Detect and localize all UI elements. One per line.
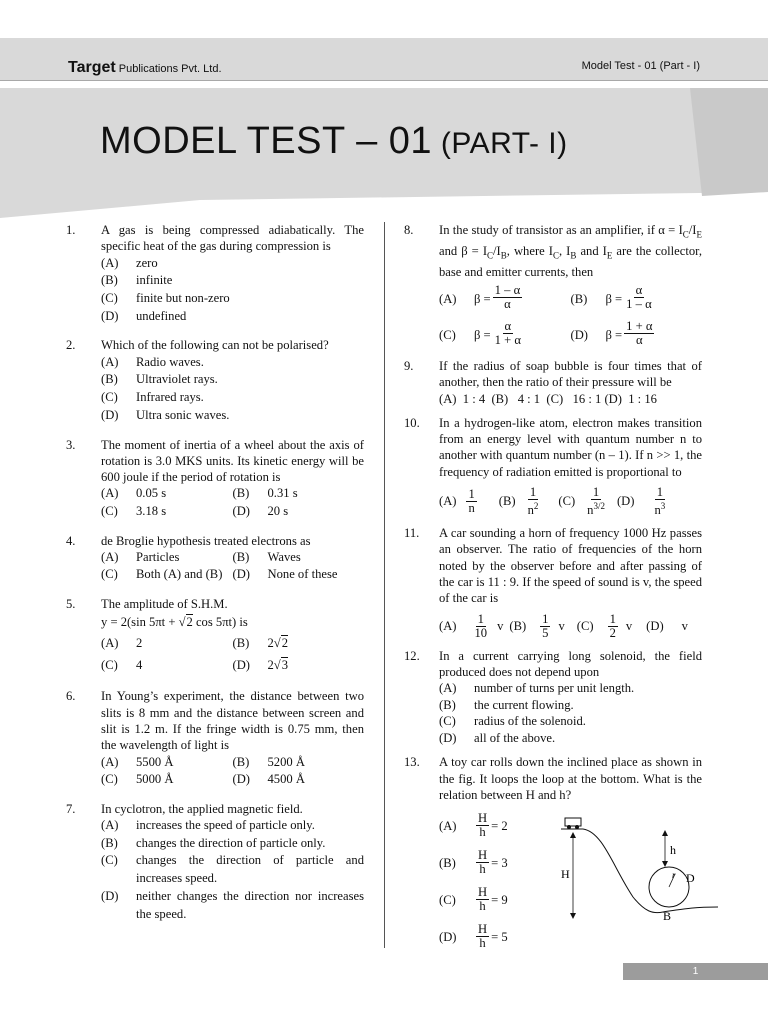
figure-label-r: r	[672, 870, 676, 880]
options-line: (A) $\frac{1}{n}$ (B) $\frac{1}{n^2}$ (C) $\frac{1}{n^{3/2}}$ (D) $\frac{1}{n^3}$	[439, 485, 666, 518]
question-number: 9.	[404, 358, 414, 373]
question-number: 6.	[66, 689, 76, 704]
option: (B) changes the direction of particle only.	[101, 835, 326, 850]
loop-the-loop-figure	[553, 812, 723, 927]
option: (C) Infrared rays.	[101, 390, 204, 405]
question-text: In cyclotron, the applied magnetic field.	[101, 801, 303, 816]
options-grid: (A) β = $\frac{1 - \alpha}{\alpha}$ (B) β = $\frac{\alpha}{1 - \alpha}$ (C) β = $\frac{\alpha}{1 + \alpha}$ (D) β = $\frac{1 + \alpha}{\alpha}$	[439, 282, 653, 347]
question-number: 11.	[404, 526, 420, 541]
question-6	[66, 688, 364, 788]
column-divider	[384, 222, 385, 948]
question-number: 2.	[66, 338, 76, 353]
figure-label-h: h	[670, 843, 676, 857]
option: (B) the current flowing.	[439, 697, 574, 712]
question-text: Which of the following can not be polarised?	[101, 338, 329, 353]
question-text: In the study of transistor as an amplifier, if $\alpha = I_C/I_E$ and $\beta = I_C/I_B$, where $I_C$, $I_B$ and $I_E$ are the collector, base and emitter currents, then	[439, 223, 702, 279]
question-9	[404, 358, 702, 407]
page-title	[100, 120, 568, 163]
options-grid: (A) Particles (B) Waves (C) Both (A) and (B) (D) None of these	[101, 549, 338, 582]
question-text: If the radius of soap bubble is four times that of another, then the ratio of their pressure will be	[439, 358, 702, 390]
question-12	[404, 648, 702, 747]
brand-rest: Publications Pvt. Ltd.	[115, 63, 222, 75]
option: (C) radius of the solenoid.	[439, 714, 586, 729]
question-text: A car sounding a horn of frequency 1000 Hz passes an observer. The ratio of frequencies of the horn noted by the observer before and after passing of the car is 11 : 9. If the speed of sound is v, the speed of the car is	[439, 526, 702, 606]
question-number: 12.	[404, 648, 420, 663]
option: (D) neither changes the direction nor increases the speed.	[101, 888, 364, 921]
running-header: Model Test - 01 (Part - I)	[581, 60, 700, 72]
option: (B) Ultraviolet rays.	[101, 372, 218, 387]
question-text: The amplitude of S.H.M.	[101, 597, 228, 612]
question-number: 13.	[404, 755, 420, 770]
question-4	[66, 533, 364, 584]
question-2	[66, 337, 364, 424]
options-grid: (A) 2 (B) 2√2 (C) 4 (D) 2√3	[101, 636, 289, 673]
question-10	[404, 415, 702, 517]
question-text: de Broglie hypothesis treated electrons as	[101, 533, 311, 548]
option: (A) Radio waves.	[101, 354, 204, 369]
option: (D) undefined	[101, 308, 187, 323]
question-3	[66, 437, 364, 521]
question-text: In a current carrying long solenoid, the field produced does not depend upon	[439, 648, 702, 679]
option: (C) changes the direction of particle and increases speed.	[101, 853, 364, 886]
question-number: 4.	[66, 533, 76, 548]
figure-label-H: H	[561, 867, 570, 881]
title-main: MODEL TEST – 01	[100, 120, 433, 162]
option: (A) increases the speed of particle only.	[101, 818, 315, 833]
question-5	[66, 596, 364, 676]
question-text: A toy car rolls down the inclined place as shown in the fig. It loops the loop at the bottom. What is the relation between H and h?	[439, 755, 702, 802]
options-stack: (A) $\frac{H}{h}$ = 2 (B) $\frac{H}{h}$ = 3 (C) $\frac{H}{h}$ = 9 (D) $\frac{H}{h}$ = 5	[439, 811, 508, 951]
question-number: 5.	[66, 597, 76, 612]
option: (A) number of turns per unit length.	[439, 681, 635, 696]
question-number: 3.	[66, 437, 76, 452]
publisher-brand	[68, 59, 222, 77]
question-text: In Young’s experiment, the distance between two slits is 8 mm and the distance between screen and slit is 1.2 m. If the fringe width is 0.75 mm, then the wavelength of light is	[101, 689, 364, 753]
title-part: (PART- I)	[432, 127, 568, 160]
question-text: A gas is being compressed adiabatically. The specific heat of the gas during compression is	[101, 223, 364, 254]
question-number: 8.	[404, 223, 414, 237]
options-line: (A) 1 : 4 (B) 4 : 1 (C) 16 : 1 (D) 1 : 16	[439, 391, 657, 406]
brand-bold: Target	[68, 59, 116, 76]
option: (C) finite but non-zero	[101, 291, 230, 305]
option: (B) infinite	[101, 273, 173, 288]
figure-label-B: B	[663, 909, 672, 923]
toy-car-icon	[565, 818, 581, 826]
question-11	[404, 525, 702, 639]
question-text: In a hydrogen-like atom, electron makes transition from an energy level with quantum number n to another with quantum number (n – 1). If n >> 1, the frequency of radiation emitted is proportional to	[439, 415, 702, 479]
option: (A) zero	[101, 255, 158, 270]
options-grid: (A) 5500 Å (B) 5200 Å (C) 5000 Å (D) 4500 Å	[101, 754, 305, 787]
figure-label-D: D	[686, 871, 695, 885]
top-margin	[0, 0, 768, 38]
equation: y = 2(sin 5πt + √2 cos 5πt) is	[101, 615, 248, 630]
question-1	[66, 222, 364, 325]
options-line: (A) $\frac{1}{10}$ v (B) $\frac{1}{5}$ v (C) $\frac{1}{2}$ v (D) v	[439, 611, 688, 640]
options-grid: (A) 0.05 s (B) 0.31 s (C) 3.18 s (D) 20 s	[101, 486, 298, 518]
question-text: The moment of inertia of a wheel about the axis of rotation is 3.0 MKS units. Its kinetic energy will be 600 joule if the period of rotation is	[101, 437, 364, 485]
option: (D) Ultra sonic waves.	[101, 407, 230, 422]
question-number: 10.	[404, 415, 420, 430]
page-number: 1	[623, 963, 768, 980]
question-number: 7.	[66, 801, 76, 816]
left-column	[66, 222, 364, 931]
option: (D) all of the above.	[439, 730, 556, 745]
question-8	[404, 222, 702, 350]
question-number: 1.	[66, 223, 76, 237]
question-7	[66, 801, 364, 924]
